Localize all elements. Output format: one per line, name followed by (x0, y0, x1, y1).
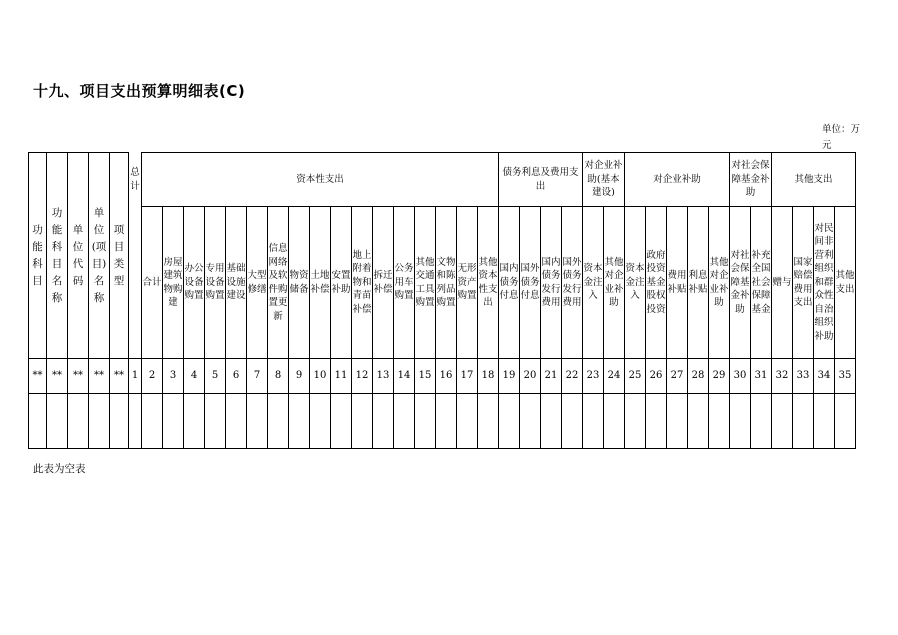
number-cell: 5 (205, 359, 226, 394)
data-cell (667, 394, 688, 449)
sub-header: 合计 (142, 207, 163, 359)
data-cell (373, 394, 394, 449)
group-social: 对社会保障基金补助 (730, 153, 772, 207)
group-debt: 债务利息及费用支出 (499, 153, 583, 207)
number-cell: 16 (436, 359, 457, 394)
sub-header: 基础设施建设 (226, 207, 247, 359)
number-cell: ** (68, 359, 89, 394)
data-cell (29, 394, 47, 449)
unit-label: 单位：万元 (822, 124, 861, 151)
group-enterprise-base: 对企业补助(基本建设) (583, 153, 625, 207)
data-cell (415, 394, 436, 449)
number-cell: 20 (520, 359, 541, 394)
page-title: 十九、项目支出预算明细表(C) (33, 82, 246, 100)
sub-header: 土地补偿 (310, 207, 331, 359)
number-cell: 26 (646, 359, 667, 394)
data-cell (110, 394, 129, 449)
data-cell (310, 394, 331, 449)
sub-header: 国外债务付息 (520, 207, 541, 359)
data-cell (646, 394, 667, 449)
data-cell (163, 394, 184, 449)
sub-header: 国内债务付息 (499, 207, 520, 359)
number-cell: 7 (247, 359, 268, 394)
sub-header: 文物和陈列品购置 (436, 207, 457, 359)
number-cell: 10 (310, 359, 331, 394)
data-cell (142, 394, 163, 449)
number-cell: 17 (457, 359, 478, 394)
data-cell (47, 394, 68, 449)
number-cell: 6 (226, 359, 247, 394)
empty-data-row (29, 394, 856, 449)
sub-header: 房屋建筑物购建 (163, 207, 184, 359)
header-total: 总计 (129, 153, 142, 207)
sub-header: 拆迁补偿 (373, 207, 394, 359)
data-cell (68, 394, 89, 449)
sub-header: 其他对企业补助 (604, 207, 625, 359)
sub-header: 资本金注入 (583, 207, 604, 359)
data-cell (772, 394, 793, 449)
sub-header: 专用设备购置 (205, 207, 226, 359)
sub-header: 补充全国社会保障基金 (751, 207, 772, 359)
number-cell: 13 (373, 359, 394, 394)
number-cell: 31 (751, 359, 772, 394)
header-func-subject: 功能科目 (29, 153, 47, 359)
data-cell (499, 394, 520, 449)
number-cell: 19 (499, 359, 520, 394)
data-cell (478, 394, 499, 449)
data-cell (289, 394, 310, 449)
sub-header: 对社会保障基金补助 (730, 207, 751, 359)
sub-header: 信息网络及软件购置更新 (268, 207, 289, 359)
number-cell: 28 (688, 359, 709, 394)
number-cell: 4 (184, 359, 205, 394)
number-cell: 34 (814, 359, 835, 394)
group-other: 其他支出 (772, 153, 856, 207)
number-cell: 33 (793, 359, 814, 394)
sub-header: 无形资产购置 (457, 207, 478, 359)
number-cell: 23 (583, 359, 604, 394)
number-cell: 25 (625, 359, 646, 394)
data-cell (268, 394, 289, 449)
number-row (29, 359, 856, 394)
number-cell: 29 (709, 359, 730, 394)
empty-table-note: 此表为空表 (33, 463, 86, 475)
number-cell: 35 (835, 359, 856, 394)
sub-header: 赠与 (772, 207, 793, 359)
number-cell: 15 (415, 359, 436, 394)
data-cell (394, 394, 415, 449)
number-cell: 2 (142, 359, 163, 394)
number-cell: ** (29, 359, 47, 394)
sub-header: 公务用车购置 (394, 207, 415, 359)
data-cell (793, 394, 814, 449)
data-cell (709, 394, 730, 449)
data-cell (583, 394, 604, 449)
sub-header: 安置补助 (331, 207, 352, 359)
data-cell (520, 394, 541, 449)
data-cell (129, 394, 142, 449)
sub-header: 其他支出 (835, 207, 856, 359)
data-cell (604, 394, 625, 449)
sub-header: 其他对企业补助 (709, 207, 730, 359)
number-cell: 9 (289, 359, 310, 394)
header-unit-name: 单位(项目)名称 (89, 153, 110, 359)
sub-header: 政府投资基金股权投资 (646, 207, 667, 359)
sub-header: 国内债务发行费用 (541, 207, 562, 359)
header-project-type: 项目类型 (110, 153, 129, 359)
sub-header: 地上附着物和青苗补偿 (352, 207, 373, 359)
number-cell: 12 (352, 359, 373, 394)
number-cell: 3 (163, 359, 184, 394)
sub-header: 资本金注入 (625, 207, 646, 359)
data-cell (688, 394, 709, 449)
data-cell (814, 394, 835, 449)
data-cell (835, 394, 856, 449)
sub-header: 费用补贴 (667, 207, 688, 359)
sub-header: 物资储备 (289, 207, 310, 359)
sub-header: 对民间非营利组织和群众性自治组织补助 (814, 207, 835, 359)
number-cell: 30 (730, 359, 751, 394)
group-enterprise: 对企业补助 (625, 153, 730, 207)
header-unit-code: 单位代码 (68, 153, 89, 359)
sub-header: 国家赔偿费用支出 (793, 207, 814, 359)
data-cell (331, 394, 352, 449)
sub-header: 大型修缮 (247, 207, 268, 359)
budget-table (28, 152, 856, 449)
data-cell (730, 394, 751, 449)
data-cell (541, 394, 562, 449)
sub-header: 利息补贴 (688, 207, 709, 359)
data-cell (89, 394, 110, 449)
number-cell: 27 (667, 359, 688, 394)
number-cell: 21 (541, 359, 562, 394)
number-cell: 24 (604, 359, 625, 394)
data-cell (247, 394, 268, 449)
data-cell (205, 394, 226, 449)
number-cell: 18 (478, 359, 499, 394)
data-cell (457, 394, 478, 449)
number-cell: 22 (562, 359, 583, 394)
data-cell (184, 394, 205, 449)
sub-header: 办公设备购置 (184, 207, 205, 359)
number-cell: 11 (331, 359, 352, 394)
number-cell: 14 (394, 359, 415, 394)
header-total-spacer (129, 207, 142, 359)
data-cell (226, 394, 247, 449)
data-cell (436, 394, 457, 449)
data-cell (352, 394, 373, 449)
group-capital: 资本性支出 (142, 153, 499, 207)
data-cell (562, 394, 583, 449)
number-cell: ** (89, 359, 110, 394)
header-func-name: 功能科目名称 (47, 153, 68, 359)
sub-header: 国外债务发行费用 (562, 207, 583, 359)
sub-header: 其他资本性支出 (478, 207, 499, 359)
number-cell: ** (110, 359, 129, 394)
number-cell: 32 (772, 359, 793, 394)
data-cell (625, 394, 646, 449)
number-cell: ** (47, 359, 68, 394)
data-cell (751, 394, 772, 449)
number-cell: 8 (268, 359, 289, 394)
number-cell: 1 (129, 359, 142, 394)
sub-header: 其他交通工具购置 (415, 207, 436, 359)
